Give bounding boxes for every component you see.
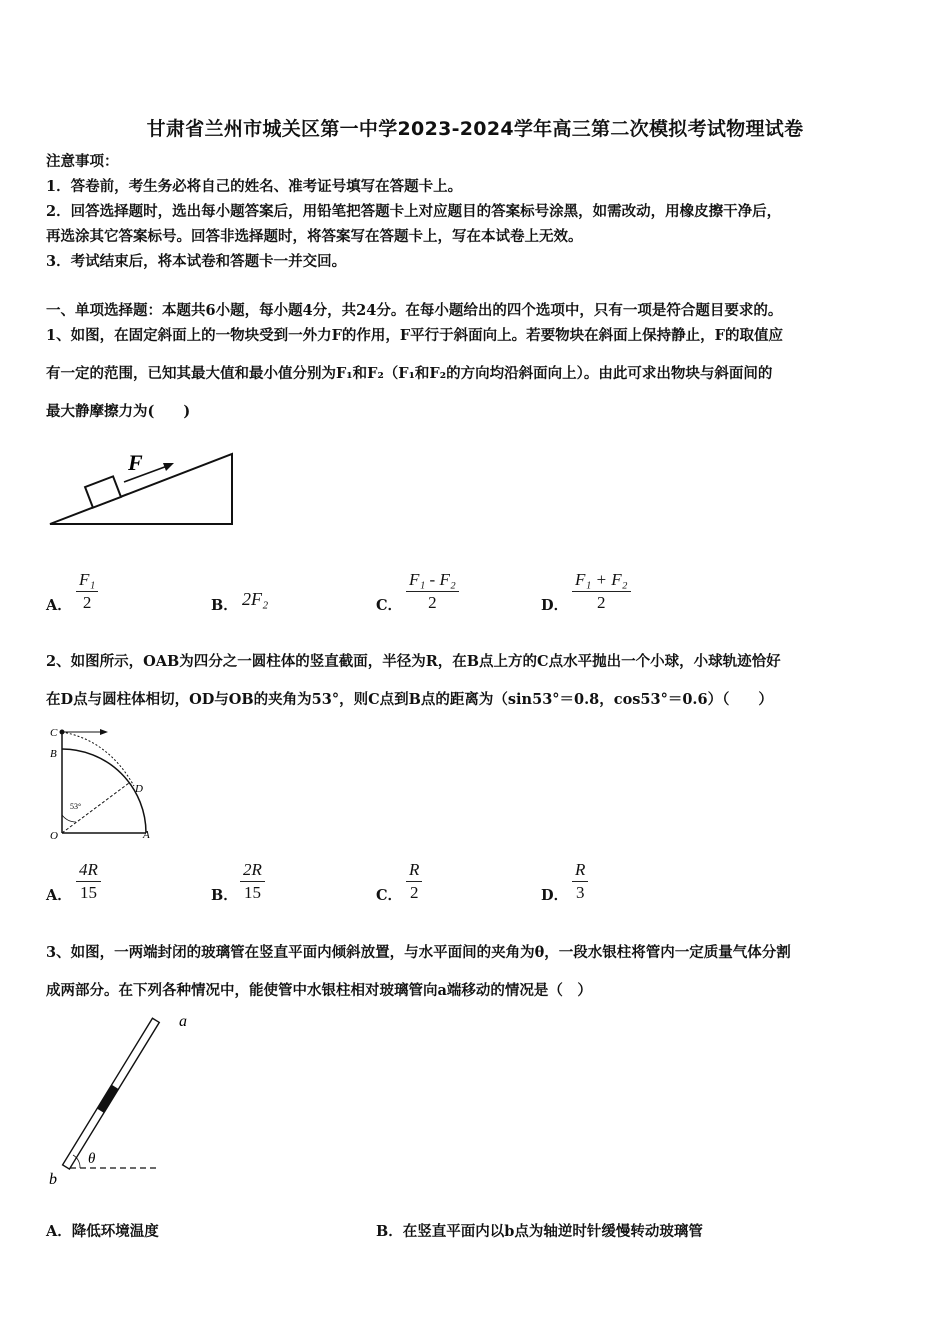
option-d-label[interactable]: D． <box>541 887 569 904</box>
label-angle: 53° <box>70 802 82 811</box>
option-a[interactable] <box>46 1222 159 1242</box>
option-c-label[interactable]: C． <box>376 597 403 614</box>
option-b-label[interactable]: B． <box>211 887 238 904</box>
option-b-value[interactable]: 2R 15 <box>240 860 265 903</box>
page-title: 甘肃省兰州市城关区第一中学2023-2024学年高三第二次模拟考试物理试卷 <box>146 118 804 140</box>
force-label: F <box>128 450 143 475</box>
mercury-column <box>97 1085 118 1113</box>
option-b[interactable] <box>376 1222 703 1242</box>
trajectory <box>62 732 134 786</box>
option-d-value[interactable]: F₁ + F₂ 2 <box>572 570 631 613</box>
option-c-label[interactable]: C． <box>376 887 403 904</box>
glass-tube <box>63 1018 160 1169</box>
arc-ba <box>62 749 146 833</box>
label-c: C <box>50 727 58 739</box>
question-2-text: 在D点与圆柱体相切，OD与OB的夹角为53°，则C点到B点的距离为（sin53°＝0.8，cos53°＝0.6）（ ） <box>46 691 773 708</box>
section-heading: 一、单项选择题：本题共6小题，每小题4分，共24分。在每小题给出的四个选项中，只有一项是符合题目要求的。 <box>46 302 783 319</box>
incline-figure <box>46 448 246 532</box>
question-1-text: 最大静摩擦力为( ) <box>46 403 191 420</box>
question-3-text: 3、如图，一两端封闭的玻璃管在竖直平面内倾斜放置，与水平面间的夹角为θ，一段水银柱将管内一定质量气体分割 <box>46 944 791 961</box>
notice-item: 再选涂其它答案标号。回答非选择题时，将答案写在答题卡上，写在本试卷上无效。 <box>46 228 583 245</box>
option-c-value[interactable]: R 2 <box>406 860 422 903</box>
notice-item: 3．考试结束后，将本试卷和答题卡一并交回。 <box>46 253 347 270</box>
label-b: B <box>50 748 57 760</box>
option-a-label[interactable]: A． <box>46 887 72 904</box>
option-a-value[interactable]: F₁ 2 <box>76 570 98 613</box>
label-a: A <box>143 829 150 841</box>
option-b-value[interactable]: 2F₂ <box>242 589 269 609</box>
question-1-text: 1、如图，在固定斜面上的一物块受到一外力F的作用，F平行于斜面向上。若要物块在斜面上保持静止，F的取值应 <box>46 327 783 344</box>
velocity-arrow-head <box>100 729 108 735</box>
option-a-value[interactable]: 4R 15 <box>76 860 101 903</box>
option-a-label[interactable]: A． <box>46 597 72 614</box>
quarter-circle-figure <box>46 720 166 842</box>
question-3-text: 成两部分。在下列各种情况中，能使管中水银柱相对玻璃管向a端移动的情况是（ ） <box>46 982 592 999</box>
force-arrow-head <box>163 463 174 471</box>
label-theta: θ <box>88 1151 96 1167</box>
option-b-text: 在竖直平面内以b点为轴逆时针缓慢转动玻璃管 <box>402 1223 703 1240</box>
label-o: O <box>50 830 58 842</box>
block <box>85 476 121 507</box>
notice-item: 2．回答选择题时，选出每小题答案后，用铅笔把答题卡上对应题目的答案标号涂黑，如需改动，用橡皮擦干净后， <box>46 203 782 220</box>
option-c-value[interactable]: F₁ - F₂ 2 <box>406 570 459 613</box>
option-a-text: 降低环境温度 <box>71 1223 159 1240</box>
question-1-text: 有一定的范围，已知其最大值和最小值分别为F₁和F₂（F₁和F₂的方向均沿斜面向上）。由此可求出物块与斜面间的 <box>46 365 773 382</box>
option-d-label[interactable]: D． <box>541 597 569 614</box>
option-a-label: A． <box>46 1223 72 1240</box>
tube-figure <box>46 1010 206 1190</box>
question-2-text: 2、如图所示，OAB为四分之一圆柱体的竖直截面，半径为R，在B点上方的C点水平抛出一个小球，小球轨迹恰好 <box>46 653 781 670</box>
option-b-label[interactable]: B． <box>211 597 238 614</box>
notice-item: 1．答卷前，考生务必将自己的姓名、准考证号填写在答题卡上。 <box>46 178 463 195</box>
notice-heading: 注意事项： <box>46 153 119 170</box>
label-b: b <box>49 1171 57 1188</box>
point-c <box>60 730 65 735</box>
label-d: D <box>135 783 143 795</box>
option-b-label: B． <box>376 1223 403 1240</box>
option-d-value[interactable]: R 3 <box>572 860 588 903</box>
angle-arc <box>62 815 76 822</box>
label-a: a <box>179 1013 187 1030</box>
